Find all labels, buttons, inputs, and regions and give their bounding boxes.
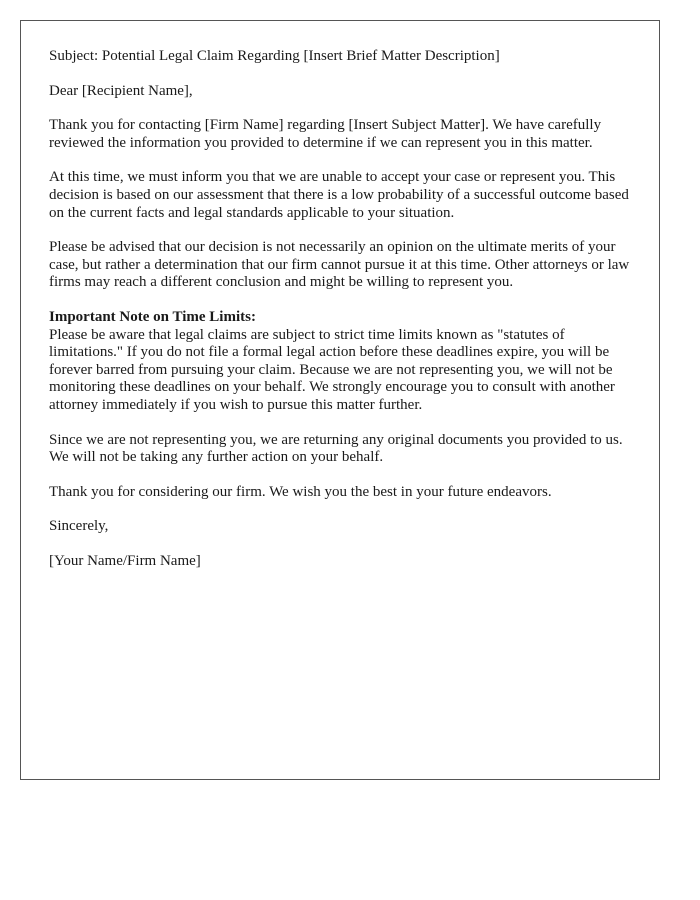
time-limits-section [49, 309, 639, 415]
documents-paragraph: Since we are not representing you, we are returning any original documents you provided to us. We will not be taking any further action on your behalf. [49, 431, 623, 466]
salutation: Dear [Recipient Name], [49, 82, 193, 99]
closing-paragraph: Thank you for considering our firm. We wish you the best in your future endeavors. [49, 483, 552, 500]
subject-line: Subject: Potential Legal Claim Regarding [Insert Brief Matter Description] [49, 48, 500, 64]
time-limits-body: Please be aware that legal claims are subject to strict time limits known as "statutes of limitations." If you do not file a formal legal action before these deadlines expire, you will be forever barred from pursuing your claim. Because we are not representing you, we will not be monitoring these deadlines on your behalf. We strongly encourage you to consult with another attorney immediately if you wish to pursue this matter further. [49, 326, 615, 413]
letter-body [49, 48, 639, 587]
merits-paragraph: Please be advised that our decision is not necessarily an opinion on the ultimate merits of your case, but rather a determination that our firm cannot pursue it at this time. Other attorneys or law firms may reach a different conclusion and might be willing to represent you. [49, 239, 630, 291]
letter-page [20, 20, 660, 780]
sign-off: Sincerely, [49, 518, 109, 535]
signature: [Your Name/Firm Name] [49, 552, 201, 569]
time-limits-heading: Important Note on Time Limits: [49, 308, 256, 325]
intro-paragraph: Thank you for contacting [Firm Name] regarding [Insert Subject Matter]. We have carefully reviewed the information you provided to determine if we can represent you in this matter. [49, 117, 602, 151]
decision-paragraph: At this time, we must inform you that we are unable to accept your case or represent you. This decision is based on our assessment that there is a low probability of a successful outcome based on the current facts and legal standards applicable to your situation. [49, 169, 629, 221]
